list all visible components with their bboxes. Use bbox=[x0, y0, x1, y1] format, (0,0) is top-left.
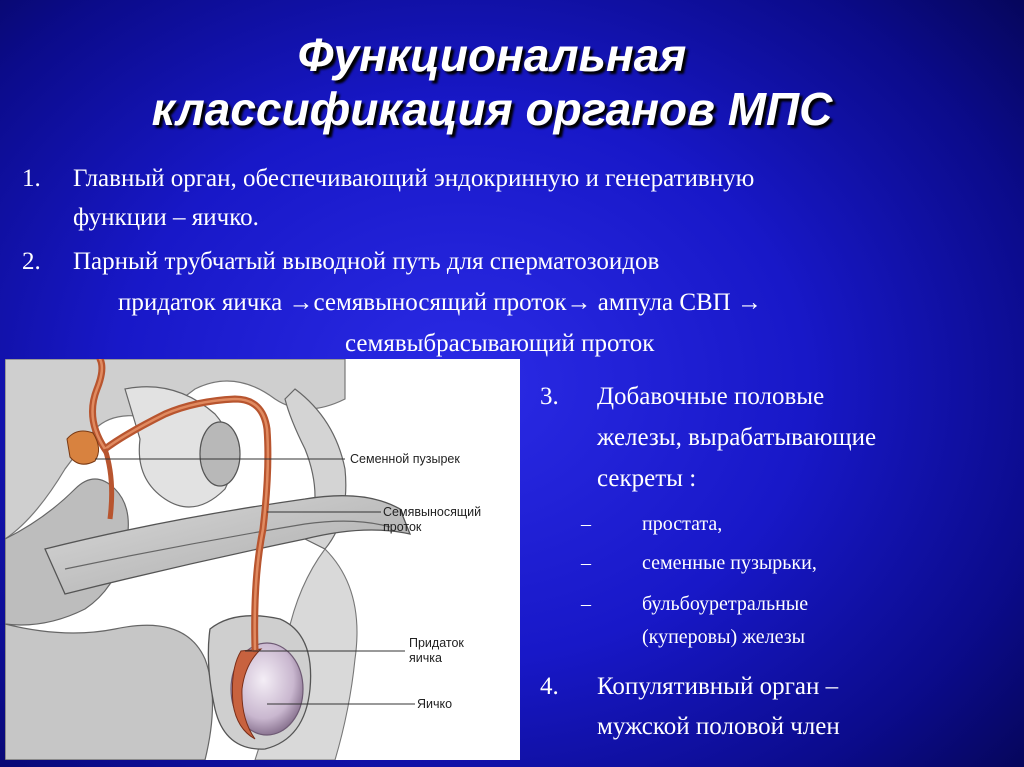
item-text-line: функции – яичко. bbox=[73, 204, 259, 231]
sub-item-text: простата, bbox=[642, 513, 723, 535]
item-number: 2. bbox=[22, 248, 41, 275]
anatomy-figure bbox=[5, 359, 520, 760]
sub-item-text: семенные пузырьки, bbox=[642, 552, 817, 574]
item-text-line: Копулятивный орган – bbox=[597, 673, 839, 700]
item-text-line: придаток яичка →семявыносящий проток→ ампула СВП → bbox=[118, 289, 762, 316]
item-text-line: семявыбрасывающий проток bbox=[345, 330, 655, 357]
dash-bullet: – bbox=[581, 552, 591, 574]
sub-item-text: (куперовы) железы bbox=[642, 626, 806, 648]
title-line-2: классификация органов МПС bbox=[151, 83, 833, 135]
item-text-line: железы, вырабатывающие bbox=[597, 424, 877, 451]
slide-title bbox=[0, 28, 1024, 136]
label-testis: Яичко bbox=[417, 697, 453, 711]
item-text-line: Добавочные половые bbox=[597, 383, 825, 410]
label-seminal-vesicle: Семенной пузырек bbox=[350, 452, 460, 466]
item-text-line: Главный орган, обеспечивающий эндокринную и генеративную bbox=[73, 165, 755, 192]
dash-bullet: – bbox=[581, 513, 591, 535]
item-text-line: секреты : bbox=[597, 465, 697, 492]
label-epididymis: Придаток bbox=[409, 636, 464, 650]
item-text-line: Парный трубчатый выводной путь для сперматозоидов bbox=[73, 248, 660, 275]
item-text-line: мужской половой член bbox=[597, 713, 840, 740]
item-number: 4. bbox=[540, 673, 559, 700]
label-epididymis-2: яичка bbox=[409, 651, 442, 665]
dash-bullet: – bbox=[581, 593, 591, 615]
label-vas-deferens: Семявыносящий bbox=[383, 505, 482, 519]
item-number: 3. bbox=[540, 383, 559, 410]
label-vas-deferens-2: проток bbox=[383, 520, 422, 534]
title-line-1: Функциональная bbox=[297, 29, 687, 81]
sub-item-text: бульбоуретральные bbox=[642, 593, 809, 615]
item-number: 1. bbox=[22, 165, 41, 192]
